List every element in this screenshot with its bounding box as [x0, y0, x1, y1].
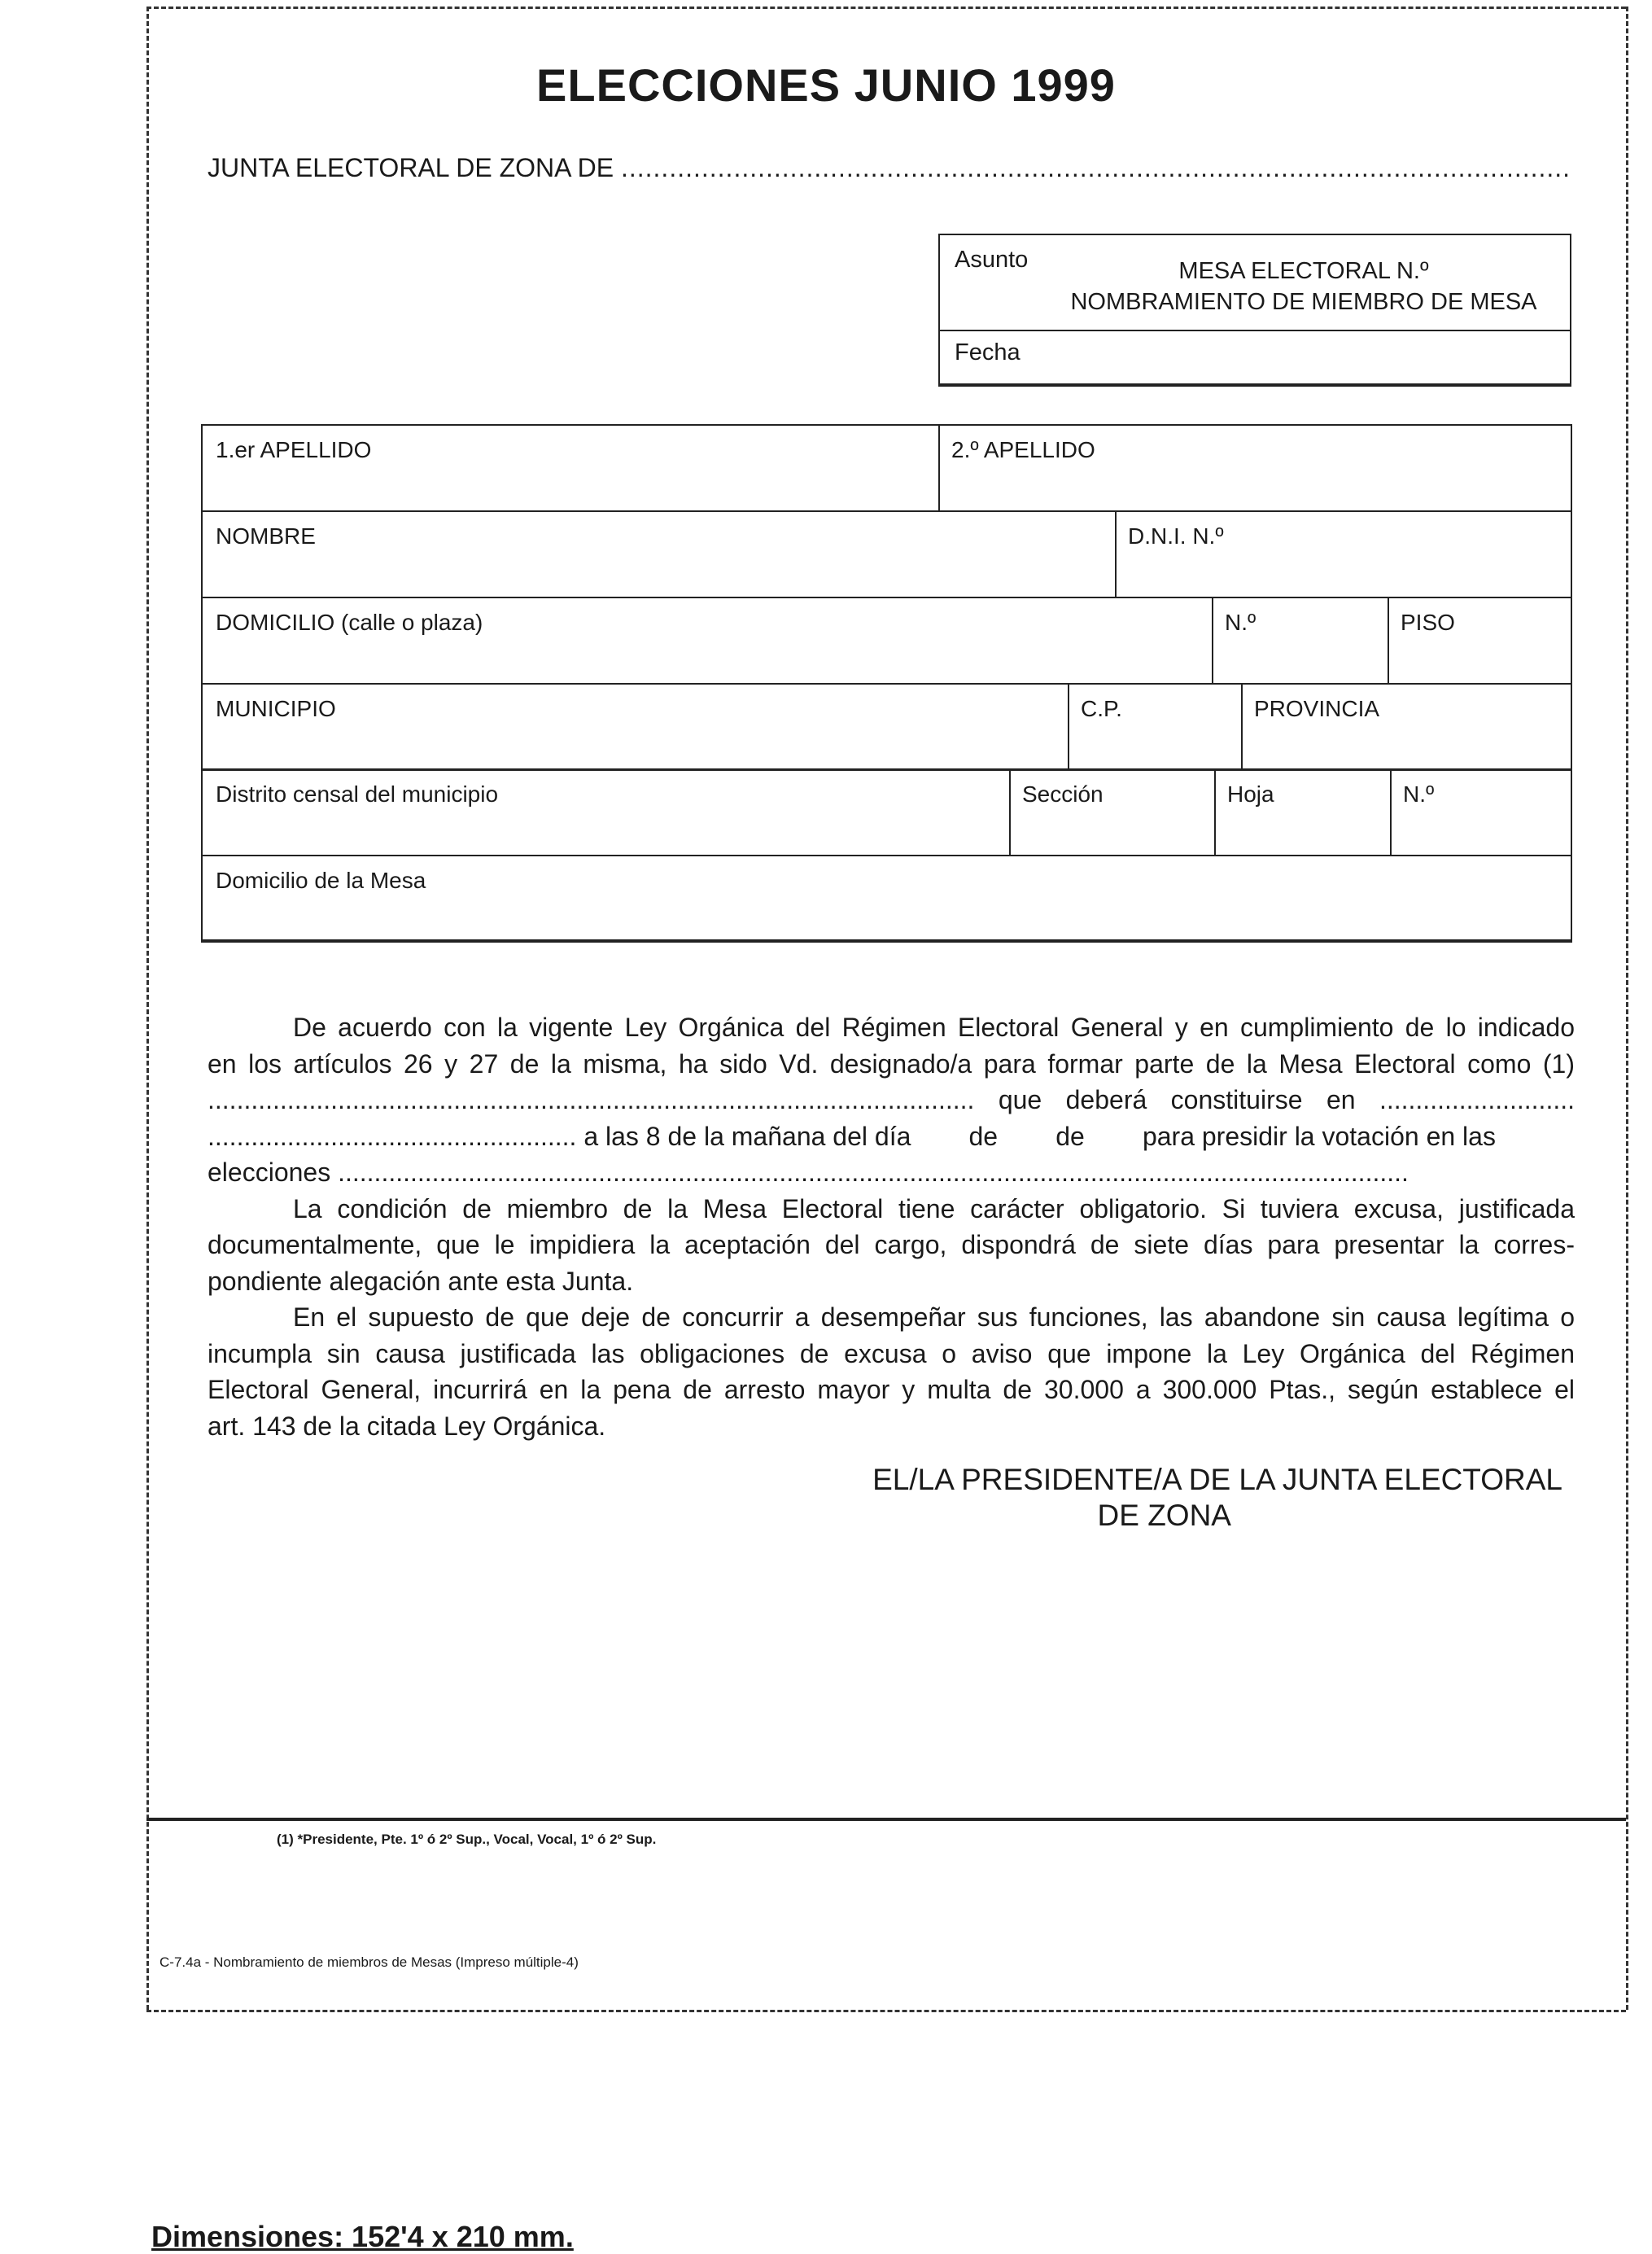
asunto-mesa-line: MESA ELECTORAL N.º: [1178, 258, 1429, 284]
asunto-divider: [940, 330, 1570, 331]
form-code: C-7.4a - Nombramiento de miembros de Mesas (Impreso múltiple-4): [160, 1954, 579, 1970]
col-divider: [1068, 683, 1069, 768]
col-divider: [1241, 683, 1243, 768]
field-domicilio: DOMICILIO (calle o plaza): [216, 610, 483, 635]
body-line: documentalmente, que le impidiera la aceptación del cargo, dispondrá de siete días para presentar la corres-: [208, 1230, 1575, 1259]
body-fragment: que deberá constituirse en: [974, 1085, 1379, 1114]
field-seccion: Sección: [1022, 781, 1104, 807]
fill-dots: ...........................: [1379, 1085, 1575, 1114]
body-line: La condición de miembro de la Mesa Electoral tiene carácter obligatorio. Si tuviera excusa, justificada: [293, 1193, 1575, 1223]
footer-rule: [146, 1818, 1626, 1821]
asunto-label: Asunto: [955, 247, 1029, 273]
col-divider: [1214, 768, 1216, 855]
col-divider: [1390, 768, 1392, 855]
field-n-hoja: N.º: [1403, 781, 1435, 807]
field-cp: C.P.: [1081, 696, 1122, 721]
cut-line-left: [146, 7, 149, 2010]
row-divider: [203, 510, 1571, 512]
col-divider: [938, 426, 940, 510]
field-hoja: Hoja: [1227, 781, 1274, 807]
document-title: ELECCIONES JUNIO 1999: [536, 59, 1116, 111]
dimensions-label: Dimensiones: 152'4 x 210 mm.: [151, 2220, 574, 2253]
col-divider: [1009, 768, 1011, 855]
junta-label: JUNTA ELECTORAL DE ZONA DE: [208, 153, 614, 182]
field-numero: N.º: [1225, 610, 1256, 635]
body-fragment: a las 8 de la mañana del día de de para presidir la votación en las: [576, 1121, 1496, 1151]
row-divider: [203, 855, 1571, 856]
fill-dots: ...................................................: [208, 1121, 577, 1151]
body-line: Electoral General, incurrirá en la pena de arresto mayor y multa de 30.000 a 300.000 Ptas., según establece el: [208, 1375, 1575, 1404]
body-text: [208, 1009, 1575, 1444]
body-line: [208, 1118, 1575, 1155]
asunto-nombramiento-line: NOMBRAMIENTO DE MIEMBRO DE MESA: [1070, 289, 1537, 315]
personal-data-table: [201, 424, 1572, 943]
cut-line-right: [1626, 7, 1628, 2010]
row-divider: [203, 683, 1571, 685]
signature-line-1: EL/LA PRESIDENTE/A DE LA JUNTA ELECTORAL: [872, 1463, 1562, 1496]
row-divider: [203, 597, 1571, 598]
body-line: En el supuesto de que deje de concurrir a desempeñar sus funciones, las abandone sin causa legítima o: [293, 1302, 1575, 1332]
body-line: De acuerdo con la vigente Ley Orgánica del Régimen Electoral General y en cumplimiento de lo indicado: [293, 1013, 1575, 1042]
body-line: incumpla sin causa justificada las obligaciones de excusa o aviso que impone la Ley Orgánica del Régimen: [208, 1338, 1575, 1368]
field-piso: PISO: [1401, 610, 1455, 635]
body-line: pondiente alegación ante esta Junta.: [208, 1266, 634, 1296]
field-dni: D.N.I. N.º: [1128, 523, 1224, 549]
field-domicilio-mesa: Domicilio de la Mesa: [216, 868, 426, 893]
cut-line-bottom: [146, 2010, 1626, 2012]
body-line: art. 143 de la citada Ley Orgánica.: [208, 1411, 606, 1441]
field-apellido1: 1.er APELLIDO: [216, 437, 372, 462]
field-apellido2: 2.º APELLIDO: [951, 437, 1095, 462]
junta-electoral-line: [208, 153, 1571, 183]
asunto-box: [938, 234, 1571, 387]
footnote: (1) *Presidente, Pte. 1º ó 2º Sup., Vocal, Vocal, 1º ó 2º Sup.: [277, 1832, 657, 1847]
row-divider: [203, 768, 1571, 771]
field-provincia: PROVINCIA: [1254, 696, 1380, 721]
body-line: elecciones ....................................................................................................................................................: [208, 1158, 1409, 1187]
signature-block: [732, 1462, 1562, 1534]
field-distrito: Distrito censal del municipio: [216, 781, 499, 807]
body-line: en los artículos 26 y 27 de la misma, ha sido Vd. designado/a para formar parte de la Mesa Electoral como (1): [208, 1048, 1575, 1079]
field-nombre: NOMBRE: [216, 523, 316, 549]
signature-line-2: DE ZONA: [1097, 1499, 1231, 1532]
field-municipio: MUNICIPIO: [216, 696, 336, 721]
cut-line-top: [146, 7, 1626, 9]
col-divider: [1212, 597, 1213, 683]
col-divider: [1388, 597, 1389, 683]
body-line: [208, 1082, 1575, 1118]
junta-fill-dots: ......................................................................................................................: [620, 153, 1571, 182]
fill-dots: ..........................................................................................................: [208, 1085, 975, 1114]
fecha-label: Fecha: [955, 339, 1020, 365]
col-divider: [1115, 510, 1117, 597]
